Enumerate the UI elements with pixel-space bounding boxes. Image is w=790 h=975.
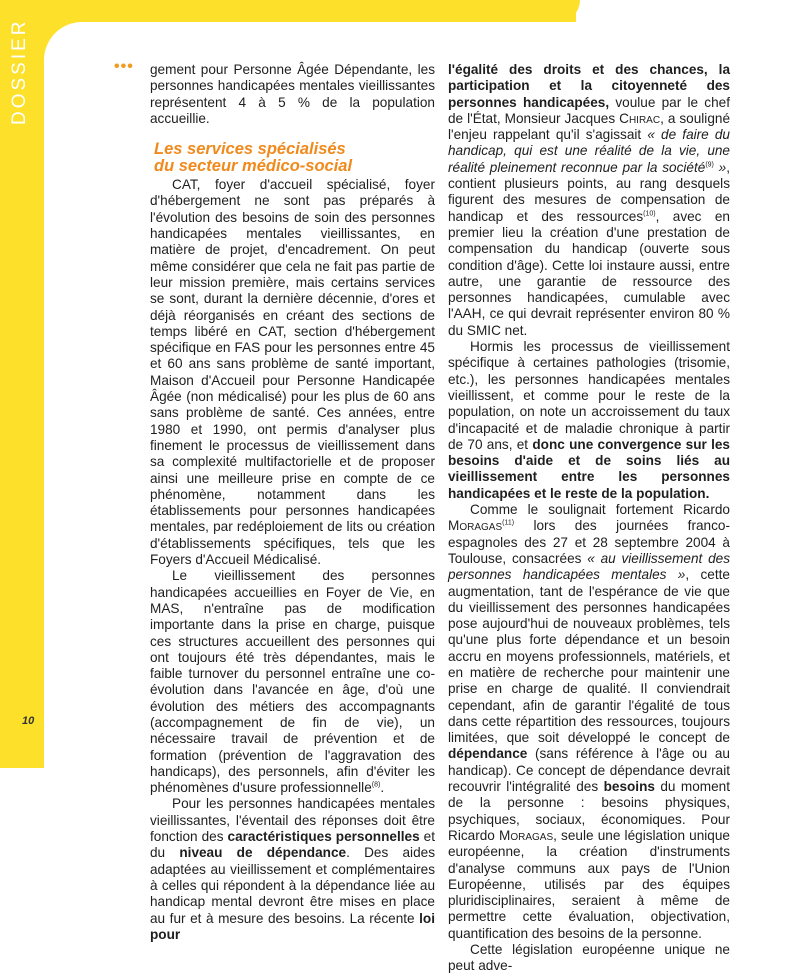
heading-line-1: Les services spécialisés (154, 140, 346, 159)
paragraph-text: , avec en premier lieu la création d'une prestation de compensation du handicap (ouverte sous condition d'âge). Cette loi instaure aussi, entre autre, une garantie de ressource des personnes handicapées, cumulable avec l'AAH, ce qui devrait représenter environ 80 % du SMIC net. (448, 208, 730, 338)
bold-text: niveau de dépendance (179, 845, 347, 861)
paragraph: CAT, foyer d'accueil spécialisé, foyer d'hébergement ne sont pas préparés à l'évolution des besoins de soin des personnes handicapées mentales vieillissantes, en matière de projet, d'encadrement. On peut même considérer que cela ne fait pas partie de leur mission première, mais certains services se sont, durant la dernière décennie, d'ores et déjà réorganisés en créant des sections de temps libéré en CAT, section d'hébergement spécifique en FAS pour les personnes entre 45 et 60 ans sans problème de santé important, Maison d'Accueil pour Personne Handicapée Âgée (non médicalisé) pour les plus de 60 ans sans problème de santé. Ces années, entre 1980 et 1990, ont permis d'analyser plus finement le processus de vieillissement dans sa complexité multifactorielle et de proposer ainsi une meilleure prise en compte de ce phénomène, notamment dans les établissements pour personnes handicapées mentales, par redéploiement de lits ou création d'établissements spécifiques, tels que les Foyers d'Accueil Médicalisé. (150, 177, 435, 568)
bold-text: donc une convergence sur les besoins d'aide et de soins liés au vieillissement entre les personnes handicapées et le reste de la population. (448, 436, 730, 501)
footnote-ref: (11) (502, 519, 515, 527)
bold-text: dépendance (448, 746, 528, 762)
section-label: DOSSIER (9, 18, 30, 125)
paragraph-text: Hormis les processus de vieillissement spécifique à certaines pathologies (trisomie, etc.), les personnes handicapées mentales vieillissent, et comme pour le reste de la population, on note un accroissement du taux d'incapacité et de maladie chronique à partir de 70 ans, et (448, 339, 730, 452)
paragraph-text: , contient plusieurs points, au rang desquels figurent des mesures de compensation de handicap et des ressources (448, 159, 730, 224)
paragraph-text: , seule une législation unique européenne, la création d'instruments d'analyse communs aux pays de l'Union Européenne, utilisés par des équipes pluridisciplinaires, seraient à même de permettre cette évaluation, objectivation, quantification des besoins de la personne. (448, 827, 730, 941)
paragraph-text: du moment de la personne : besoins physiques, psychiques, sociaux, économiques. Pour Ricardo (448, 779, 730, 843)
footnote-ref: (8) (371, 781, 381, 789)
section-heading (154, 141, 435, 175)
quote-text: « au vieillissement des personnes handicapées mentales » (448, 550, 730, 583)
paragraph-text: , cette augmentation, tant de l'espérance de vie que du vieillissement des personnes handicapées pose aujourd'hui de nouveaux problèmes, tels qu'une plus forte dépendance et un besoin accru en moyens professionnels, matériels, et en matière de recherche pour maintenir une prise en charge de qualité. Il conviendrait cependant, afin de garantir l'égalité de tous dans cette répartition des ressources, toujours limitées, que soit développé le concept de (448, 567, 730, 746)
paragraph-text: , a souligné l'enjeu rappelant qu'il s'agissait (448, 110, 731, 143)
left-column (150, 62, 435, 943)
bold-text: loi pour (150, 910, 435, 942)
paragraph-text: Le vieillissement des personnes handicapées accueillies en Foyer de Vie, en MAS, n'entraîne pas de modification importante dans la prise en charge, puisque ces structures accueillent des personnes qui ont toujours été très dépendantes, mais le faible turnover du personnel entraîne une co-évolution dans l'avancée en âge, d'où une évolution des métiers des accompagnants (accompagnement de fin de vie), un nécessaire travail de prévention et de formation (prévention de l'aggravation des handicaps), des personnels, afin d'éviter les phénomènes d'usure professionnelle (150, 568, 435, 796)
bold-text: caractéristiques personnelles (227, 829, 420, 845)
paragraph-text: . (380, 780, 385, 796)
paragraph (448, 339, 730, 502)
paragraph-text: et du (150, 829, 435, 861)
right-column (448, 62, 730, 975)
heading-line-2: du secteur médico-social (154, 157, 353, 176)
quote-text: » (713, 159, 727, 175)
person-name: Moragas (448, 518, 503, 534)
bold-text: besoins (603, 779, 655, 795)
paragraph (448, 62, 730, 339)
paragraph-text: Pour les personnes handicapées mentales vieillissantes, l'éventail des réponses doit être fonction des (150, 796, 435, 845)
paragraph (150, 568, 435, 796)
paragraph-text: Comme le soulignait fortement Ricardo (470, 502, 730, 518)
paragraph: Cette législation européenne unique ne peut adve- (448, 942, 730, 974)
footnote-ref: (9) (705, 161, 714, 169)
paragraph-text: lors des journées franco-espagnoles des 27 et 28 septembre 2004 à Toulouse, consacrées (448, 518, 730, 566)
person-name: Chirac (619, 110, 661, 126)
yellow-top-band (44, 0, 576, 22)
footnote-ref: (10) (643, 210, 656, 218)
paragraph-text: . Des aides adaptées au vieillissement et complémentaires à celles qui répondent à la dépendance liée au handicap mental devront être mises en place au fur et à mesure des besoins. La récente (150, 845, 435, 926)
paragraph (448, 502, 730, 942)
bold-text: l'égalité des droits et des chances, la participation et la citoyenneté des personnes handicapées, (448, 62, 730, 110)
quote-text: « de faire du handicap, qui est une réalité de la vie, une réalité pleinement reconnue par la société (448, 127, 730, 175)
paragraph (150, 796, 435, 943)
bullet-dots-icon: ••• (114, 58, 134, 75)
paragraph-text: voulue par le chef de l'État, Monsieur Jacques (448, 94, 730, 126)
intro-paragraph: gement pour Personne Âgée Dépendante, les personnes handicapées mentales vieillissantes représentent 4 à 5 % de la population accueillie. (150, 62, 435, 126)
paragraph-text: (sans référence à l'âge ou au handicap). Ce concept de dépendance devrait recouvrir l'intégralité des (448, 746, 730, 795)
page-number: 10 (22, 715, 35, 727)
person-name: Moragas (499, 827, 554, 843)
page-corner (44, 22, 84, 62)
